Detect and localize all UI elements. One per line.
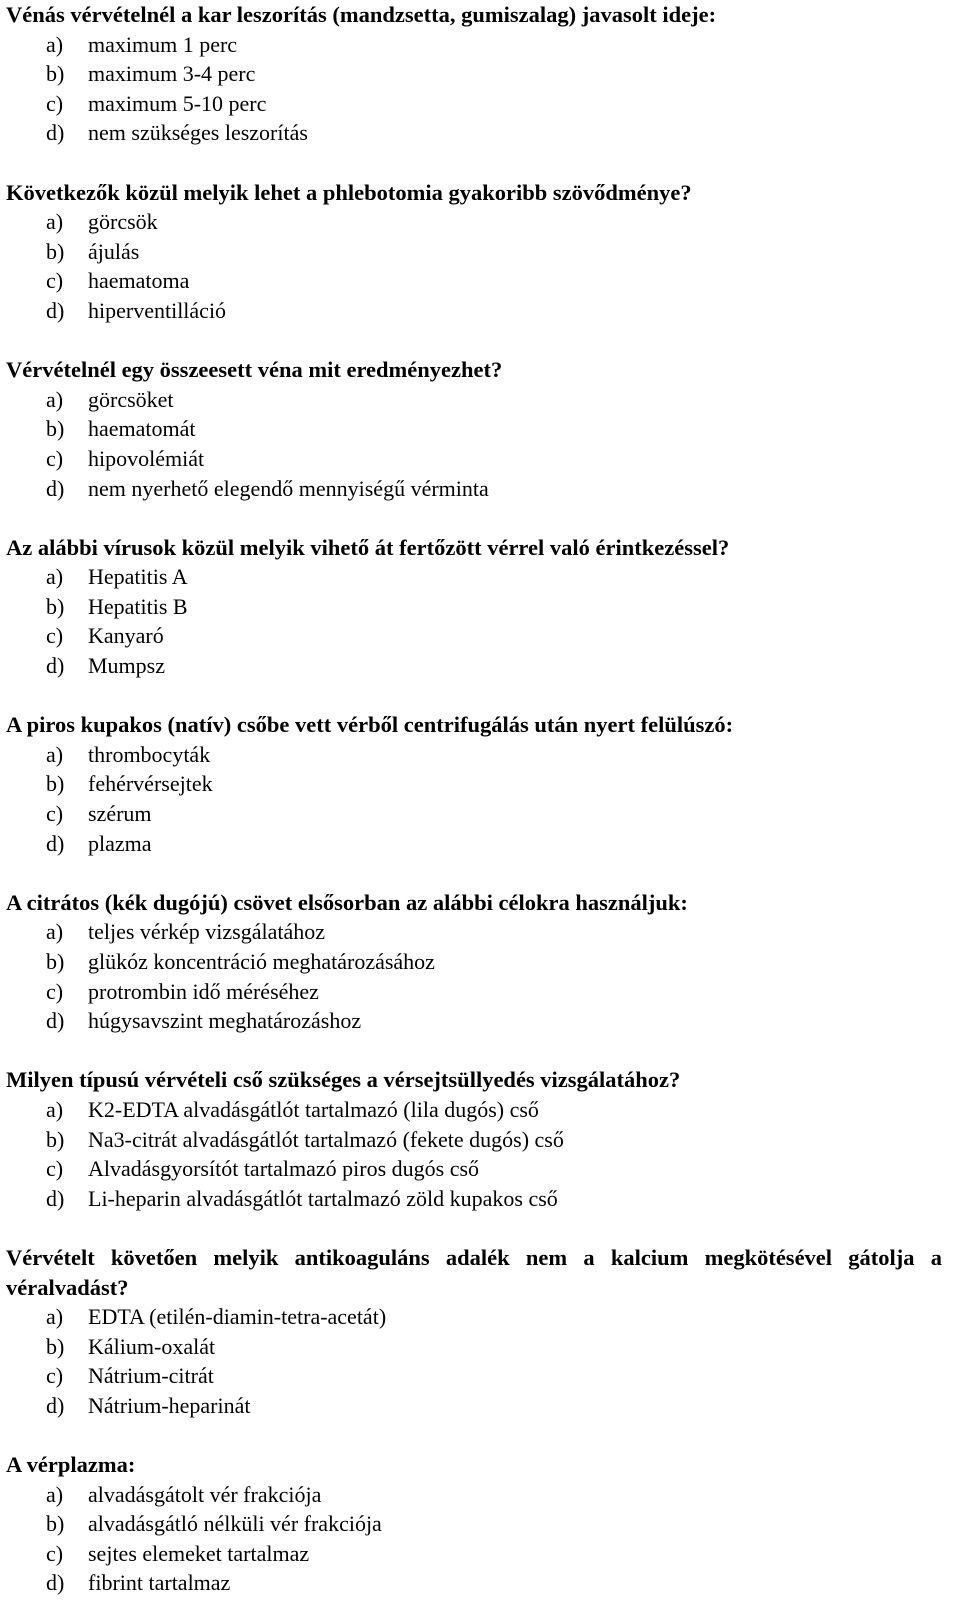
option-letter: a) [46, 31, 64, 57]
answer-options [6, 1302, 942, 1420]
option-letter: b) [46, 1333, 65, 1359]
option-letter: b) [46, 238, 65, 264]
answer-option [6, 621, 942, 651]
answer-option [6, 1095, 942, 1125]
answer-options [6, 1095, 942, 1213]
answer-option [6, 829, 942, 859]
option-text: húgysavszint meghatározáshoz [88, 1008, 362, 1034]
option-letter: a) [46, 741, 64, 767]
answer-option [6, 1568, 942, 1598]
option-text: fibrint tartalmaz [88, 1570, 231, 1596]
answer-option [6, 30, 942, 60]
option-letter: c) [46, 268, 64, 294]
question-text: Vérvételnél egy összeesett véna mit eredményezhet? [6, 357, 503, 383]
option-letter: c) [46, 623, 64, 649]
option-text: Kálium-oxalát [88, 1333, 216, 1359]
option-text: görcsöket [88, 386, 174, 412]
answer-option [6, 740, 942, 770]
question-block [6, 178, 942, 326]
option-text: Nátrium-citrát [88, 1363, 214, 1389]
answer-option [6, 237, 942, 267]
option-letter: d) [46, 297, 65, 323]
option-text: teljes vérkép vizsgálatához [88, 919, 326, 945]
question-block [6, 1450, 942, 1598]
answer-option [6, 1332, 942, 1362]
answer-option [6, 1154, 942, 1184]
question-spacer [6, 858, 942, 888]
option-text: Alvadásgyorsítót tartalmazó piros dugós cső [88, 1156, 480, 1182]
answer-option [6, 207, 942, 237]
option-text: protrombin idő méréséhez [88, 978, 319, 1004]
option-letter: a) [46, 919, 64, 945]
question-spacer [6, 1421, 942, 1451]
option-text: maximum 1 perc [88, 31, 238, 57]
option-text: sejtes elemeket tartalmaz [88, 1540, 310, 1566]
option-text: glükóz koncentráció meghatározásához [88, 949, 435, 974]
option-letter: c) [46, 445, 64, 471]
option-text: Nátrium-heparinát [88, 1392, 251, 1418]
answer-options [6, 740, 942, 858]
answer-option [6, 562, 942, 592]
answer-options [6, 385, 942, 503]
option-letter: b) [46, 949, 65, 974]
question-text: Következők közül melyik lehet a phlebotomia gyakoribb szövődménye? [6, 179, 692, 205]
answer-option [6, 414, 942, 444]
answer-option [6, 1509, 942, 1539]
option-letter: c) [46, 1363, 64, 1389]
answer-option [6, 89, 942, 119]
answer-option [6, 651, 942, 681]
option-letter: b) [46, 593, 65, 619]
option-text: ájulás [88, 238, 140, 264]
answer-option [6, 1480, 942, 1510]
answer-options [6, 30, 942, 148]
answer-options [6, 207, 942, 325]
answer-option [6, 592, 942, 622]
option-letter: c) [46, 1540, 64, 1566]
option-text: EDTA (etilén-diamin-tetra-acetát) [88, 1304, 387, 1330]
answer-option [6, 1539, 942, 1569]
answer-option [6, 977, 942, 1007]
option-text: K2-EDTA alvadásgátlót tartalmazó (lila dugós) cső [88, 1096, 539, 1122]
question-block [6, 533, 942, 681]
option-letter: a) [46, 1304, 64, 1330]
question-spacer [6, 681, 942, 711]
option-text: plazma [88, 830, 152, 856]
answer-option [6, 1391, 942, 1421]
option-text: maximum 5-10 perc [88, 90, 267, 116]
answer-option [6, 799, 942, 829]
question-block [6, 888, 942, 1036]
question-spacer [6, 1036, 942, 1066]
option-letter: a) [46, 209, 64, 235]
answer-option [6, 118, 942, 148]
answer-option [6, 1361, 942, 1391]
option-text: hipovolémiát [88, 445, 205, 471]
option-letter: c) [46, 801, 64, 827]
option-text: Mumpsz [88, 653, 165, 679]
question-text: A citrátos (kék dugójú) csövet elsősorban az alábbi célokra használjuk: [6, 889, 688, 915]
question-spacer [6, 326, 942, 356]
answer-options [6, 562, 942, 680]
option-text: Hepatitis A [88, 564, 188, 590]
option-text: haematomát [88, 416, 196, 442]
option-letter: a) [46, 1481, 64, 1507]
answer-option [6, 296, 942, 326]
question-block [6, 710, 942, 858]
answer-options [6, 1480, 942, 1598]
answer-option [6, 769, 942, 799]
option-letter: b) [46, 1511, 65, 1537]
answer-option [6, 266, 942, 296]
answer-option [6, 59, 942, 89]
answer-option [6, 1006, 942, 1036]
option-text: szérum [88, 801, 152, 827]
answer-option [6, 1302, 942, 1332]
answer-option [6, 917, 942, 947]
option-letter: b) [46, 1126, 65, 1152]
option-text: maximum 3-4 perc [88, 61, 256, 87]
option-letter: d) [46, 1392, 65, 1418]
option-text: thrombocyták [88, 741, 211, 767]
question-spacer [6, 503, 942, 533]
option-text: Na3-citrát alvadásgátlót tartalmazó (fekete dugós) cső [88, 1126, 564, 1152]
question-block [6, 355, 942, 503]
option-text: nem nyerhető elegendő mennyiségű vérminta [88, 475, 489, 501]
option-letter: a) [46, 1096, 64, 1122]
answer-options [6, 917, 942, 1035]
option-letter: d) [46, 120, 65, 146]
question-text: Vérvételt követően melyik antikoaguláns adalék nem a kalcium megkötésével gátolja a véralvadást? [6, 1244, 942, 1300]
answer-option [6, 1125, 942, 1155]
question-text: Vénás vérvételnél a kar leszorítás (mandzsetta, gumiszalag) javasolt ideje: [6, 2, 717, 27]
question-block [6, 1065, 942, 1213]
option-letter: c) [46, 90, 64, 116]
option-text: alvadásgátló nélküli vér frakciója [88, 1511, 382, 1537]
option-letter: d) [46, 1185, 65, 1211]
option-letter: a) [46, 564, 64, 590]
answer-option [6, 444, 942, 474]
option-text: alvadásgátolt vér frakciója [88, 1481, 322, 1507]
option-text: nem szükséges leszorítás [88, 120, 308, 146]
answer-option [6, 947, 942, 977]
option-letter: a) [46, 386, 64, 412]
question-spacer [6, 1213, 942, 1243]
option-letter: d) [46, 830, 65, 856]
option-text: Kanyaró [88, 623, 164, 649]
option-text: Li-heparin alvadásgátlót tartalmazó zöld kupakos cső [88, 1185, 558, 1211]
question-text: Milyen típusú vérvételi cső szükséges a vérsejtsüllyedés vizsgálatához? [6, 1067, 681, 1093]
option-text: fehérvérsejtek [88, 771, 213, 797]
option-letter: d) [46, 1570, 65, 1596]
option-letter: b) [46, 416, 65, 442]
option-letter: d) [46, 1008, 65, 1034]
answer-option [6, 474, 942, 504]
question-block [6, 1243, 942, 1421]
option-letter: b) [46, 61, 65, 87]
option-letter: d) [46, 653, 65, 679]
question-block [6, 0, 942, 148]
question-text: A vérplazma: [6, 1452, 136, 1478]
option-text: Hepatitis B [88, 593, 188, 619]
answer-option [6, 1184, 942, 1214]
answer-option [6, 385, 942, 415]
option-text: hiperventilláció [88, 297, 227, 323]
option-letter: c) [46, 978, 64, 1004]
question-text: Az alábbi vírusok közül melyik vihető át fertőzött vérrel való érintkezéssel? [6, 534, 730, 560]
option-text: görcsök [88, 209, 158, 235]
question-text: A piros kupakos (natív) csőbe vett vérből centrifugálás után nyert felülúszó: [6, 712, 734, 738]
option-text: haematoma [88, 268, 190, 294]
option-letter: b) [46, 771, 65, 797]
option-letter: c) [46, 1156, 64, 1182]
option-letter: d) [46, 475, 65, 501]
question-spacer [6, 148, 942, 178]
